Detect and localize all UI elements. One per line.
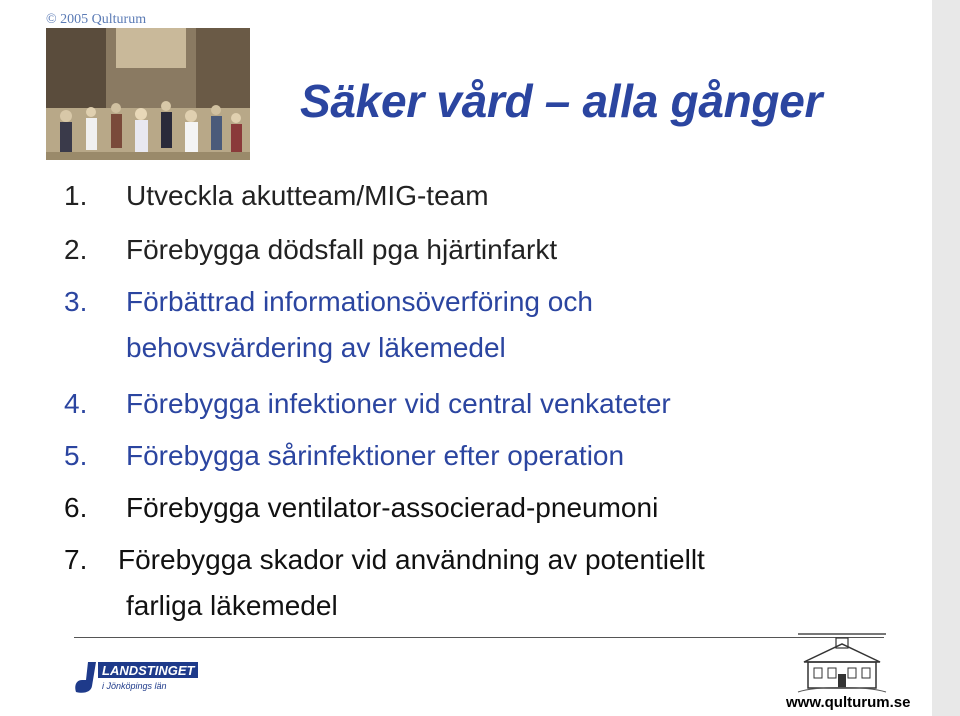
item-number: 1. <box>64 180 88 211</box>
website-url: www.qulturum.se <box>786 694 911 711</box>
item-text: Förebygga ventilator-associerad-pneumoni <box>126 492 659 523</box>
item-number: 7. <box>64 544 88 575</box>
item-number: 5. <box>64 440 88 471</box>
copyright-notice: © 2005 Qulturum <box>46 12 147 27</box>
footer-divider-accent <box>798 633 886 635</box>
street-crowd-photo <box>46 28 250 160</box>
qulturum-building-logo <box>796 636 888 698</box>
item-number: 4. <box>64 388 88 419</box>
item-text: Förebygga sårinfektioner efter operation <box>126 440 625 471</box>
item-number: 3. <box>64 286 88 317</box>
right-edge-strip <box>932 0 960 716</box>
item-number: 2. <box>64 234 88 265</box>
footer-divider <box>74 637 884 638</box>
item-text: Utveckla akutteam/MIG-team <box>126 180 489 211</box>
item-text-continued: behovsvärdering av läkemedel <box>126 332 506 363</box>
logo-name: LANDSTINGET <box>102 663 195 678</box>
logo-region: i Jönköpings län <box>102 681 167 691</box>
item-text: Förbättrad informationsöverföring och <box>126 286 593 317</box>
landstinget-logo <box>72 656 202 696</box>
item-text-continued: farliga läkemedel <box>126 590 338 621</box>
slide-title: Säker vård – alla gånger <box>300 75 823 127</box>
item-text: Förebygga infektioner vid central venkateter <box>126 388 671 419</box>
item-text: Förebygga skador vid användning av potentiellt <box>118 544 705 575</box>
item-number: 6. <box>64 492 88 523</box>
item-text: Förebygga dödsfall pga hjärtinfarkt <box>126 234 558 265</box>
